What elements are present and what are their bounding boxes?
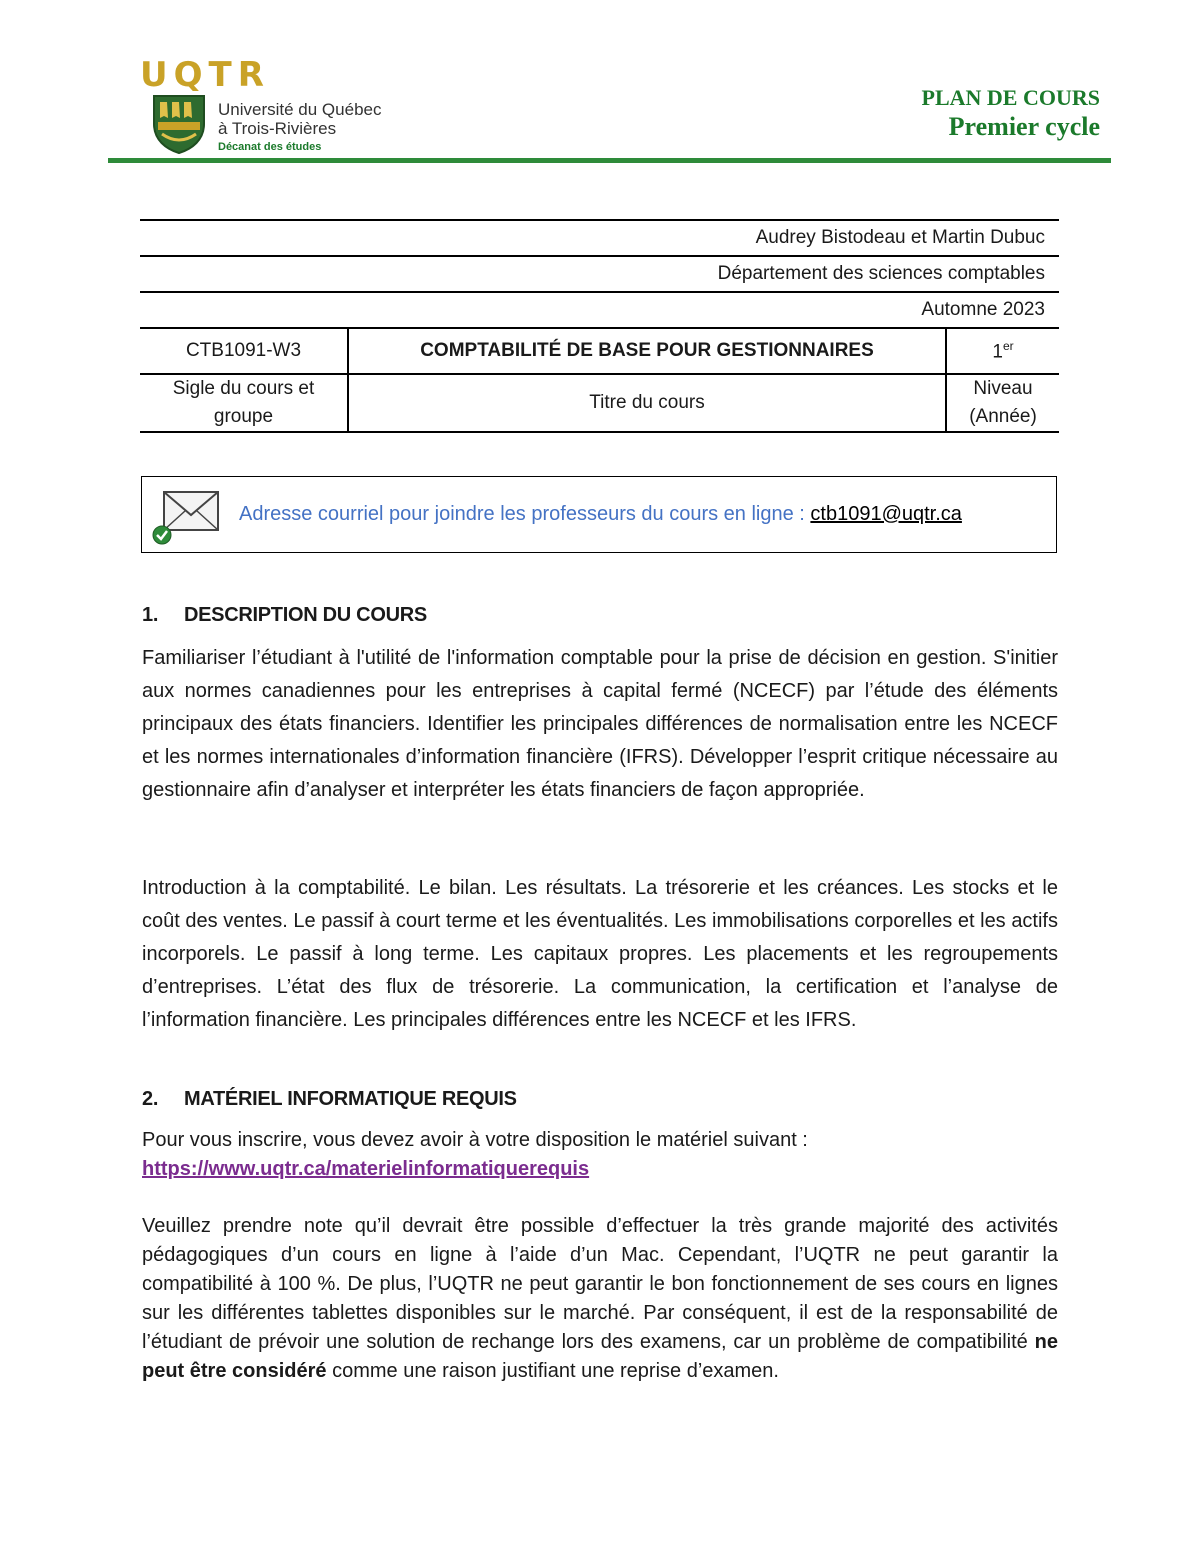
plan-heading [922, 86, 1100, 144]
section2-intro [142, 1126, 1058, 1184]
university-line2: à Trois-Rivières [218, 119, 337, 138]
note-emphasis: ne peut être considéré [142, 1331, 1058, 1382]
section2-intro-text: Pour vous inscrire, vous devez avoir à votre disposition le matériel suivant : [142, 1129, 808, 1151]
university-line1: Université du Québec [218, 100, 382, 119]
professors: Audrey Bistodeau et Martin Dubuc [140, 220, 1059, 256]
plan-subtitle: Premier cycle [948, 112, 1100, 141]
university-line3: Décanat des études [218, 141, 322, 153]
section2-note [142, 1212, 1058, 1386]
label-code [140, 374, 348, 432]
note-part1: Veuillez prendre note qu’il devrait être possible d’effectuer la très grande majorité des activités pédagogiques d’un cours en ligne à l’aide d’un Mac. Cependant, l’UQTR ne peut garantir la compatibilité à 100 %. De plus, l’UQTR ne peut garantir le bon fonctionnement de ses cours en lignes sur les différentes tablettes disponibles sur le marché. Par conséquent, il est de la responsabilité de l’étudiant de prévoir une solution de rechange lors des examens, car un problème de compatibilité [142, 1215, 1058, 1353]
course-code: CTB1091-W3 [140, 328, 348, 374]
materiel-link[interactable]: https://www.uqtr.ca/materielinformatiquerequis [142, 1158, 590, 1180]
label-title: Titre du cours [348, 374, 946, 432]
level-suffix: er [1002, 338, 1014, 353]
level-value: 1 [992, 341, 1003, 363]
section1-title: DESCRIPTION DU COURS [184, 604, 427, 626]
session-row [140, 292, 1059, 328]
course-level [946, 328, 1059, 374]
label-level-line2: (Année) [969, 406, 1037, 427]
professors-row [140, 220, 1059, 256]
label-level-line1: Niveau [973, 378, 1033, 399]
section1-paragraph2: Introduction à la comptabilité. Le bilan. Les résultats. La trésorerie et les créances. Les stocks et le coût des ventes. Le passif à court terme et les éventualités. Les immobilisations corporelles et les actifs incorporels. Le passif à long terme. Les capitaux propres. Les placements et les regroupements d’entreprises. L’état des flux de trésorerie. La communication, la certification et l’analyse de l’information financière. Les principales différences entre les NCECF et les IFRS. [142, 877, 1058, 1031]
uqtr-logo-wordmark: UQTR [140, 55, 270, 95]
note-part2: comme une raison justifiant une reprise d’examen. [326, 1360, 779, 1382]
header-divider [108, 158, 1111, 163]
section1-heading [142, 604, 427, 627]
contact-text [239, 503, 962, 526]
session: Automne 2023 [140, 292, 1059, 328]
page-header [0, 0, 1200, 170]
label-level [946, 374, 1059, 432]
department-row [140, 256, 1059, 292]
label-code-line2: groupe [213, 406, 274, 427]
contact-email-link[interactable]: ctb1091@uqtr.ca [810, 503, 962, 525]
contact-label: Adresse courriel pour joindre les professeurs du cours en ligne : [239, 503, 811, 525]
envelope-check-icon [150, 489, 222, 547]
labels-row [140, 374, 1059, 432]
section2-heading [142, 1088, 517, 1111]
course-row [140, 328, 1059, 374]
university-crest-icon [152, 94, 206, 154]
section2-title: MATÉRIEL INFORMATIQUE REQUIS [184, 1088, 517, 1110]
course-info-table [140, 219, 1059, 433]
section1-number: 1. [142, 604, 159, 626]
contact-box [141, 476, 1057, 553]
section1-paragraph1: Familiariser l’étudiant à l'utilité de l'information comptable pour la prise de décision en gestion. S'initier aux normes canadiennes pour les entreprises à capital fermé (NCECF) par l’étude des éléments principaux des états financiers. Identifier les principales différences de normalisation entre les NCECF et les normes internationales d’information financière (IFRS). Développer l’esprit critique nécessaire au gestionnaire afin d’analyser et interpréter les états financiers de façon appropriée. [142, 647, 1058, 801]
label-code-line1: Sigle du cours et [172, 378, 315, 399]
course-title: COMPTABILITÉ DE BASE POUR GESTIONNAIRES [348, 328, 946, 374]
plan-title: PLAN DE COURS [921, 85, 1100, 110]
section2-number: 2. [142, 1088, 159, 1110]
university-name [218, 100, 381, 157]
department: Département des sciences comptables [140, 256, 1059, 292]
